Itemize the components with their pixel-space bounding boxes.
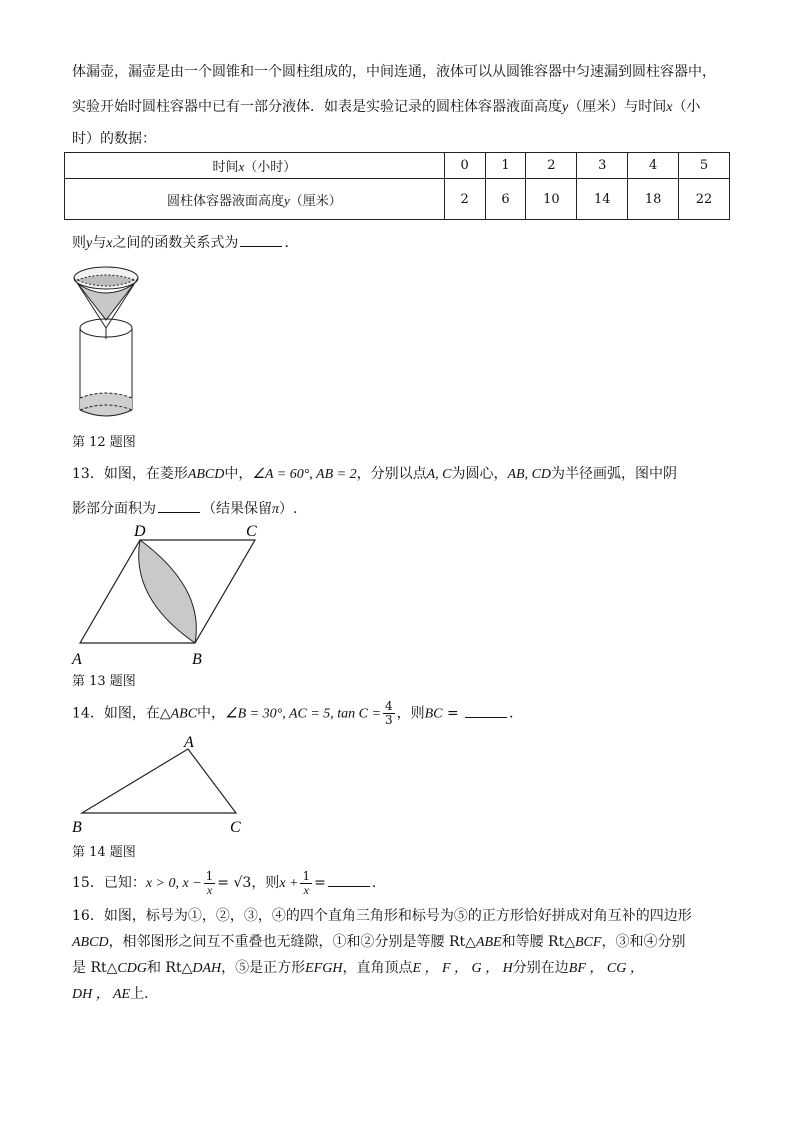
intro-line-1: 体漏壶，漏壶是由一个圆锥和一个圆柱组成的，中间连通，液体可以从圆锥容器中匀速漏到圆柱容器中，: [72, 64, 716, 80]
intro-line-3: 时）的数据：: [72, 131, 156, 147]
label-B: B: [192, 651, 202, 668]
q16-line-2: ABCD，相邻图形之间互不重叠也无缝隙，①和②分别是等腰 Rt△ABE和等腰 Rt△BCF，③和④分别: [72, 934, 686, 950]
label-B: B: [72, 819, 82, 836]
intro-line-2: 实验开始时圆柱容器中已有一部分液体．如表是实验记录的圆柱体容器液面高度y（厘米）与时间x（小: [72, 99, 701, 115]
table-cell: 22: [679, 179, 730, 220]
table-header-height: 圆柱体容器液面高度y（厘米）: [65, 179, 445, 220]
table-header-time: 时间x（小时）: [65, 153, 445, 179]
q13-line-1: 13．如图，在菱形ABCD中，∠A = 60°, AB = 2，分别以点A, C为圆心，AB, CD为半径画弧，图中阴: [72, 466, 678, 482]
data-table: [64, 152, 730, 220]
q12-caption: 第 12 题图: [72, 435, 136, 450]
fraction-1-x: $\frac{1}{x}$: [205, 868, 214, 897]
q12-question: 则y与x之间的函数关系式为 ．: [72, 232, 298, 254]
table-cell: 4: [628, 153, 679, 179]
table-row-time: [65, 153, 730, 179]
q16-line-3: 是 Rt△CDG和 Rt△DAH，⑤是正方形EFGH，直角顶点E ， F ， G ， H分别在边BF ， CG ，: [72, 960, 644, 976]
label-A: A: [72, 651, 82, 668]
table-cell: 3: [577, 153, 628, 179]
q13-line-2: 影部分面积为 （结果保留π）.: [72, 498, 297, 520]
q12-funnel-figure: [68, 262, 148, 427]
q14-caption: 第 14 题图: [72, 845, 136, 860]
answer-blank: [465, 703, 507, 718]
q14-triangle-figure: [70, 735, 260, 840]
table-cell: 1: [485, 153, 526, 179]
q16-line-4: DH ， AE上．: [72, 986, 159, 1002]
table-cell: 2: [444, 179, 485, 220]
answer-blank: [240, 232, 282, 247]
label-C: C: [230, 819, 241, 836]
q16-line-1: 16．如图，标号为①，②，③，④的四个直角三角形和标号为⑤的正方形恰好拼成对角互补的四边形: [72, 908, 692, 924]
table-cell: 14: [577, 179, 628, 220]
label-D: D: [134, 523, 146, 540]
q13-rhombus-figure: [70, 518, 270, 668]
label-C: C: [246, 523, 257, 540]
shaded-lens: [139, 540, 197, 643]
q13-caption: 第 13 题图: [72, 674, 136, 689]
table-cell: 5: [679, 153, 730, 179]
triangle-ABC: [82, 749, 236, 813]
q14-line: 14．如图，在△ABC中，∠B = 30°, AC = 5, tan C = $\frac{4}{3}$ ，则BC = ．: [72, 699, 524, 727]
table-cell: 18: [628, 179, 679, 220]
table-row-height: [65, 179, 730, 220]
q15-line: 15．已知：x > 0, x − $\frac{1}{x}$ = √3，则x + $\frac{1}{x}$ = ．: [72, 868, 386, 897]
table-cell: 0: [444, 153, 485, 179]
table-cell: 6: [485, 179, 526, 220]
fraction-1-x-2: $\frac{1}{x}$: [302, 868, 311, 897]
label-A: A: [184, 734, 194, 751]
table-cell: 10: [526, 179, 577, 220]
table-cell: 2: [526, 153, 577, 179]
answer-blank: [158, 498, 200, 513]
answer-blank: [328, 872, 370, 887]
fraction-4-3: $\frac{4}{3}$: [384, 699, 393, 727]
